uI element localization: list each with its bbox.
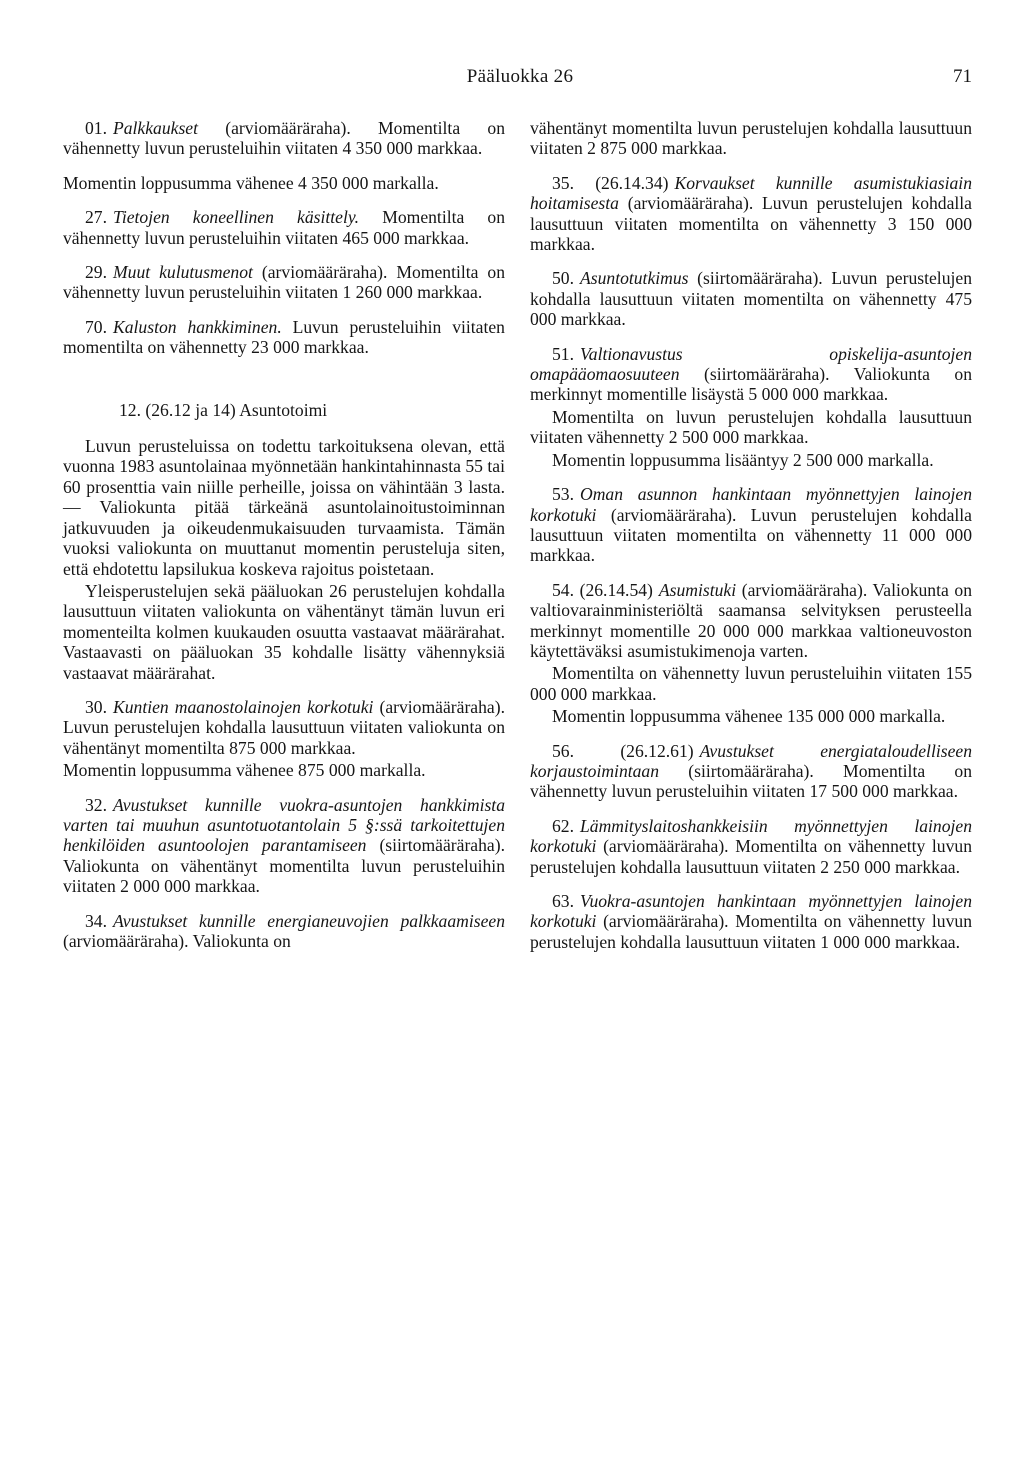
item-50: 50. Asuntotutkimus (siirtomääräraha). Luvun perustelujen kohdalla lausuttuun viitaten momentilta on vähennetty 475 000 markkaa. (530, 268, 972, 330)
item-56: 56. (26.12.61) Avustukset energiataloudelliseen korjaustoimintaan (siirtomääräraha). Momentilta on vähennetty luvun perusteluihin viitaten 17 500 000 markkaa. (530, 740, 972, 802)
item-34: 34. Avustukset kunnille energianeuvojien palkkaamiseen (arviomääräraha). Valiokunta on (63, 910, 505, 951)
item-63: 63. Vuokra-asuntojen hankintaan myönnettyjen lainojen korkotuki (arviomääräraha). Momentilta on vähennetty luvun perustelujen kohdalla lausuttuun viitaten 1 000 000 markkaa. (530, 891, 972, 952)
item-62: 62. Lämmityslaitoshankkeisiin myönnettyjen lainojen korkotuki (arviomääräraha). Momentilta on vähennetty luvun perustelujen kohdalla lausuttuun viitaten 2 250 000 markkaa. (530, 815, 972, 877)
item-35: 35. (26.14.34) Korvaukset kunnille asumistukiasiain hoitamisesta (arviomääräraha). Luvun perustelujen kohdalla lausuttuun viitaten momentilta on vähennetty 3 150 000 markkaa. (530, 172, 972, 255)
item-51-reduction: Momentilta on luvun perustelujen kohdalla lausuttuun viitaten vähennetty 2 500 000 markkaa. (530, 406, 972, 448)
item-32: 32. Avustukset kunnille vuokra-asuntojen hankkimista varten tai muuhun asuntotuotantolain 5 §:ssä tarkoitettujen henkilöiden asuntoolojen parantamiseen (siirtomääräraha). Valiokunta on vähentänyt momentilta luvun perusteluihin viitaten 2 000 000 markkaa. (63, 794, 505, 897)
body-paragraph-2: Yleisperustelujen sekä pääluokan 26 perustelujen kohdalla lausuttuun viitaten valiokunta on vähentänyt tämän luvun eri momenteilta kolmen kuukauden osuutta vastaavat määrärahat. Vastaavasti on pääluokan 35 kohdalle lisätty vähennyksiä vastaavat määrärahat. (63, 580, 505, 683)
item-34-continued: vähentänyt momentilta luvun perustelujen kohdalla lausuttuun viitaten 2 875 000 markkaa. (530, 118, 972, 159)
item-51-sum: Momentin loppusumma lisääntyy 2 500 000 markalla. (552, 449, 934, 470)
item-54: 54. (26.14.54) Asumistuki (arviomääräraha). Valiokunta on valtiovarainministeriöltä saamansa selvityksen perusteella merkinnyt momentille 20 000 000 markkaa valtioneuvoston käytettäväksi asumistukimenoja varten. (530, 579, 972, 661)
item-01: 01. Palkkaukset (arviomääräraha). Momentilta on vähennetty luvun perusteluihin viitaten 4 350 000 markkaa. (63, 118, 505, 159)
section-heading: 12. (26.12 ja 14) Asuntotoimi (119, 399, 328, 420)
item-01-sum: Momentin loppusumma vähenee 4 350 000 markalla. (63, 172, 439, 193)
item-54-reduction: Momentilta on vähennetty luvun perusteluihin viitaten 155 000 000 markkaa. (530, 663, 972, 704)
page-number: 71 (953, 66, 972, 87)
item-30: 30. Kuntien maanostolainojen korkotuki (arviomääräraha). Luvun perustelujen kohdalla lausuttuun viitaten valiokunta on vähentänyt momentilta 875 000 markkaa. (63, 696, 505, 758)
item-29: 29. Muut kulutusmenot (arviomääräraha). Momentilta on vähennetty luvun perusteluihin viitaten 1 260 000 markkaa. (63, 262, 505, 303)
page-header-title: Pääluokka 26 (466, 66, 574, 87)
body-paragraph-1: Luvun perusteluissa on todettu tarkoituksena olevan, että vuonna 1983 asuntolainaa myönnetään hankintahinnasta 55 tai 60 prosenttia vain niille perheille, joissa on vähintään 3 lasta. — Valiokunta pitää tärkeänä asuntolainoitustoiminnan jatkuvuuden ja oikeudenmukaisuuden turvaamista. Tämän vuoksi valiokunta on muuttanut momentin perusteluja siten, että ehdotettu lapsilukua koskeva rajoitus poistetaan. (63, 436, 505, 579)
item-70: 70. Kaluston hankkiminen. Luvun perusteluihin viitaten momentilta on vähennetty 23 000 markkaa. (63, 316, 505, 358)
item-27: 27. Tietojen koneellinen käsittely. Momentilta on vähennetty luvun perusteluihin viitaten 465 000 markkaa. (63, 207, 506, 248)
item-53: 53. Oman asunnon hankintaan myönnettyjen lainojen korkotuki (arviomääräraha). Luvun perustelujen kohdalla lausuttuun viitaten momentilta on vähennetty 11 000 000 markkaa. (530, 484, 972, 566)
right-column (530, 118, 972, 966)
item-30-sum: Momentin loppusumma vähenee 875 000 markalla. (63, 760, 426, 781)
left-column (63, 118, 505, 965)
item-51: 51. Valtionavustus opiskelija-asuntojen omapääomaosuuteen (siirtomääräraha). Valiokunta on merkinnyt momentille lisäystä 5 000 000 markkaa. (530, 343, 972, 405)
item-54-sum: Momentin loppusumma vähenee 135 000 000 markalla. (552, 706, 946, 727)
